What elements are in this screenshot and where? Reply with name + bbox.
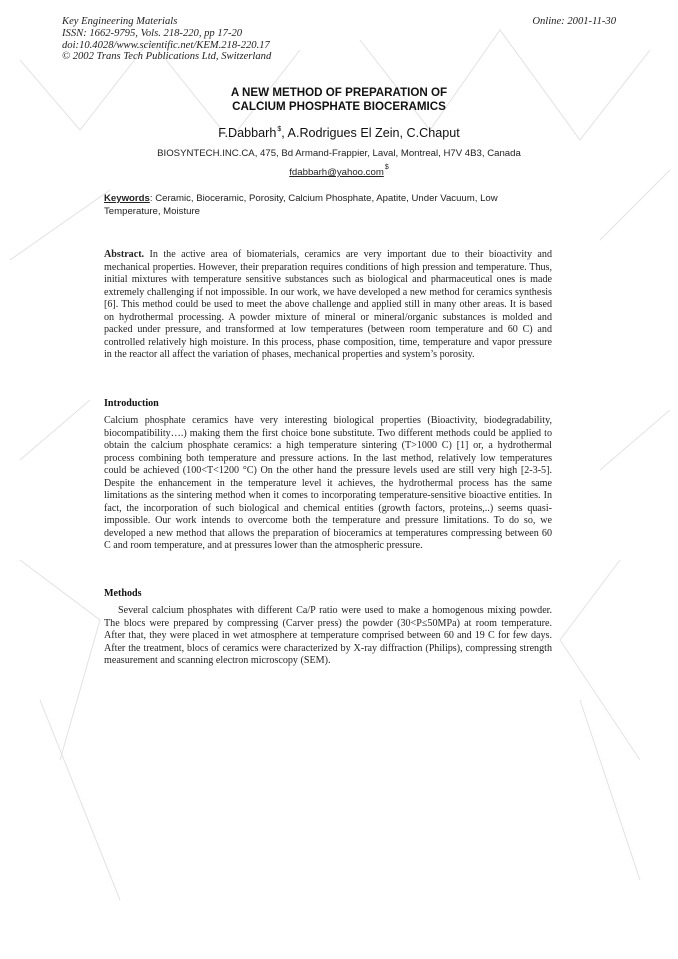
journal-name: Key Engineering Materials xyxy=(62,16,178,27)
keywords-block xyxy=(104,193,552,218)
title-line-2: CALCIUM PHOSPHATE BIOCERAMICS xyxy=(232,99,446,113)
author-rest: , A.Rodrigues El Zein, C.Chaput xyxy=(281,126,460,140)
abstract-block xyxy=(104,249,552,362)
abstract-label: Abstract. xyxy=(104,249,145,260)
contact-email xyxy=(62,164,616,178)
issn-line: ISSN: 1662-9795, Vols. 218-220, pp 17-20 xyxy=(62,27,243,39)
methods-text: Several calcium phosphates with different Ca/P ratio were used to make a homogenous mixing powder. The blocs were prepared by compressing (Carver press) the powder (30<P≤50MPa) at room temperature. After that, they were placed in wet atmosphere at temperature comprised between 60 and 19 C for few days. After the treatment, blocs of ceramics were characterized by X-ray diffraction (Philips), compressing strength measurement and scanning electron microscopy (SEM). xyxy=(104,605,552,667)
title-line-1: A NEW METHOD OF PREPARATION OF xyxy=(230,86,448,99)
abstract-text: In the active area of biomaterials, ceramics are very important due to their bioactivity and mechanical properties. However, their preparation requires conditions of high pression and temperature. Thus, initial mixtures with temperature sensitive substances such as biological and pharmaceutical ones is made extremely challenging if not impossible. In our work, we have developed a new method for ceramics synthesis [6]. This method could be used to meet the above challenge and applied still in many other areas. It is based on hydrothermal processing. A powder mixture of mineral or mineral/organic substances is molded and packed under pressure, and transformed at low temperatures (between room temperature and 60 C) and controlled relatively high moisture. In this process, phase composition, time, temperature and vapor pressure in the reactor all affect the variation of phases, mechanical properties and system’s porosity. xyxy=(104,249,552,361)
author-first: F.Dabbarh xyxy=(218,126,277,140)
introduction-text: Calcium phosphate ceramics have very interesting biological properties (Bioactivity, biodegradability, biocompatibility….) making them the first choice bone substitute. Two different methods could be applied to obtain the calcium phosphate ceramics: a high temperature sintering (T>1000 C) [1] or, a hydrothermal process combining both temperature and pressure actions. In the last method, relatively low temperatures could be achieved (100<T<1200 °C) On the other hand the pressure levels used are still very high [2-3-5]. Despite the enhancement in the temperature level it achieves, the hydrothermal process has the same limitations as the sintering method when it comes to incorporating temperature-sensitive bioactive entities. In fact, the incorporation of such biological and chemical entities (growth factors, proteins,..) seems quasi-impossible. Our work intends to overcome both the temperature and pressure limitations. To do so, we developed a new method that allows the preparation of bioceramics at temperatures compressing between 60 C and room temperature, and at pressures lower than the atmospheric pressure. xyxy=(104,415,552,552)
keywords-text: : Ceramic, Bioceramic, Porosity, Calcium Phosphate, Apatite, Under Vacuum, Low Temperature, Moisture xyxy=(104,193,498,217)
journal-header xyxy=(62,16,616,63)
keywords-label: Keywords xyxy=(104,193,150,204)
author-list xyxy=(62,126,616,140)
affiliation: BIOSYNTECH.INC.CA, 475, Bd Armand-Frappier, Laval, Montreal, H7V 4B3, Canada xyxy=(157,148,521,159)
introduction-heading: Introduction xyxy=(104,398,159,409)
author-mark: $ xyxy=(277,126,282,133)
methods-heading: Methods xyxy=(104,588,142,599)
email-mark: $ xyxy=(384,164,389,171)
copyright-line: © 2002 Trans Tech Publications Ltd, Switzerland xyxy=(62,51,272,63)
email-link[interactable]: fdabbarh@yahoo.com xyxy=(289,167,384,178)
paper-title xyxy=(100,86,578,113)
online-date: Online: 2001-11-30 xyxy=(532,16,616,27)
doi-line: doi:10.4028/www.scientific.net/KEM.218-220.17 xyxy=(62,39,270,51)
